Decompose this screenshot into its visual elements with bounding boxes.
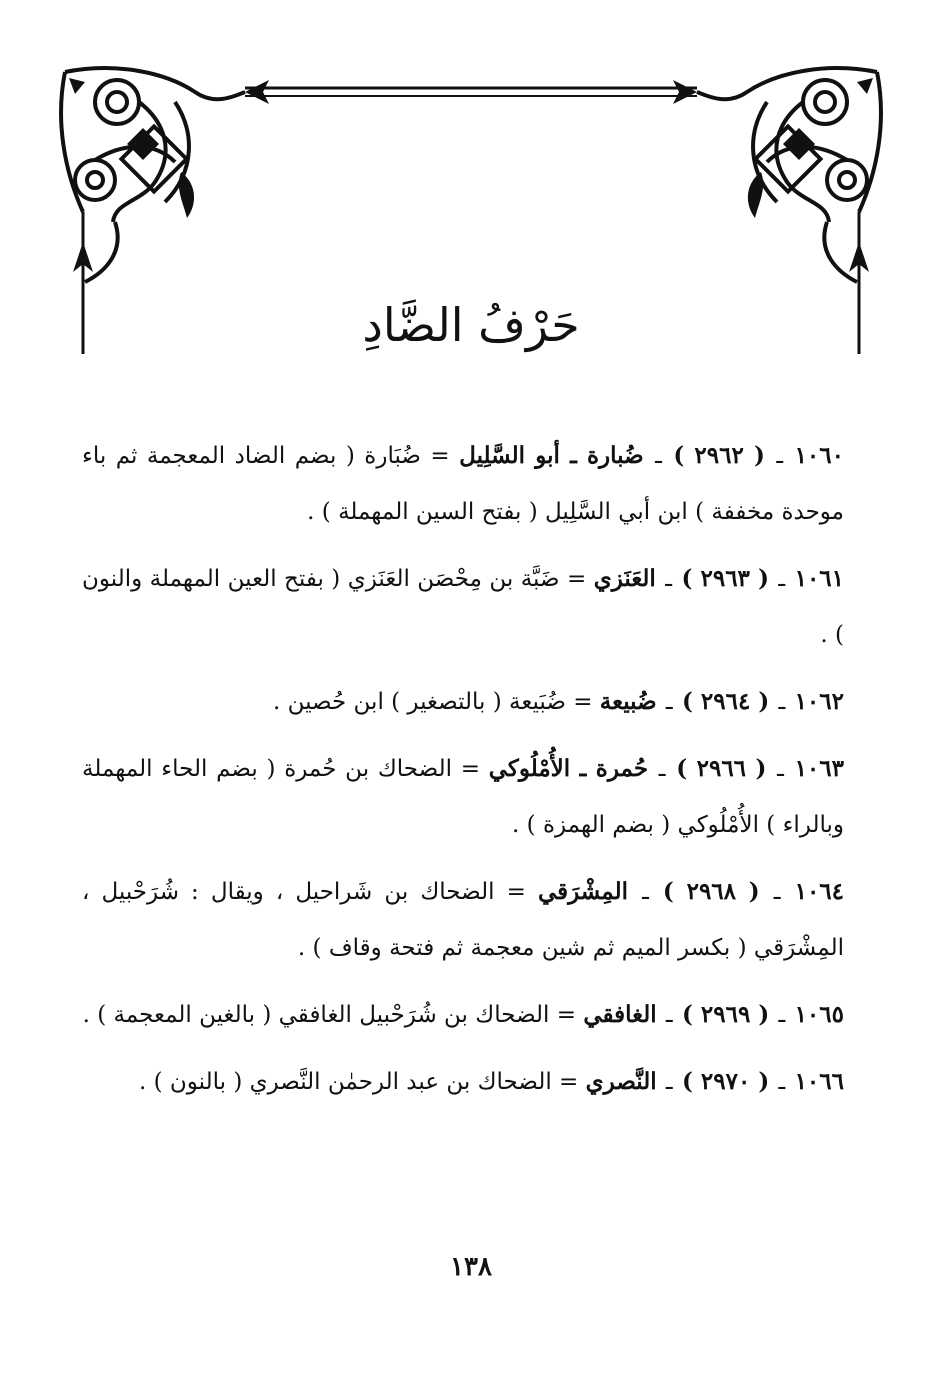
entry-text: = ضَبَّة بن مِحْصَن العَنَزي ( بفتح العين المهملة والنون ) . [82,566,844,648]
entry-number: ١٠٦٥ [794,1001,844,1028]
entry-text: = ضُبَارة ( بضم الضاد المعجمة ثم باء موحدة مخففة ) ابن أبي السَّلِيل ( بفتح السين المهملة ) . [82,443,844,525]
entry-reference: ( ٢٩٦٢ ) [673,442,765,469]
entry-text: = الضحاك بن شُرَحْبيل الغافقي ( بالغين المعجمة ) . [82,1002,576,1028]
entry-number: ١٠٦٤ [794,878,845,905]
entry-heading: العَنَزي [593,565,656,592]
entry-number: ١٠٦٦ [794,1068,844,1095]
list-item: ١٠٦٢ ـ ( ٢٩٦٤ ) ـ ضُبيعة = ضُبَيعة ( بالتصغير ) ابن حُصين . [272,688,844,715]
entry-reference: ( ٢٩٦٤ ) [682,688,770,715]
page-number: ١٣٨ [450,1252,492,1282]
entry-heading: المِشْرَقي [537,878,629,905]
entry-reference: ( ٢٩٧٠ ) [682,1068,770,1095]
entry-reference: ( ٢٩٦٦ ) [676,755,767,782]
list-item: ١٠٦١ ـ ( ٢٩٦٣ ) ـ العَنَزي = ضَبَّة بن مِحْصَن العَنَزي ( بفتح العين المهملة والنون ) . [82,565,845,648]
list-item: ١٠٦٣ ـ ( ٢٩٦٦ ) ـ حُمرة ـ الأُمْلُوكي = الضحاك بن حُمرة ( بضم الحاء المهملة وبالراء ) الأُمْلُوكي ( بضم الهمزة ) . [82,755,844,838]
entry-heading: حُمرة ـ الأُمْلُوكي [488,755,649,782]
entry-heading: ضُبارة ـ أبو السَّلِيل [459,442,644,469]
entry-text: = الضحاك بن عبد الرحمٰن النَّصري ( بالنون ) . [138,1069,579,1095]
entry-reference: ( ٢٩٦٩ ) [682,1001,770,1028]
entry-text: = ضُبَيعة ( بالتصغير ) ابن حُصين . [272,689,593,715]
entry-number: ١٠٦٣ [794,755,844,782]
chapter-title: حَرْفُ الضَّادِ [362,298,580,352]
list-item: ١٠٦٦ ـ ( ٢٩٧٠ ) ـ النَّصري = الضحاك بن عبد الرحمٰن النَّصري ( بالنون ) . [138,1068,844,1095]
entry-reference: ( ٢٩٦٨ ) [662,878,760,905]
entry-heading: الغافقي [583,1001,657,1028]
entry-heading: ضُبيعة [599,688,657,715]
entry-number: ١٠٦٠ [794,442,844,469]
list-item: ١٠٦٥ ـ ( ٢٩٦٩ ) ـ الغافقي = الضحاك بن شُرَحْبيل الغافقي ( بالغين المعجمة ) . [82,1001,844,1028]
entry-text: = الضحاك بن شَراحيل ، ويقال : شُرَحْبيل ، المِشْرَقي ( بكسر الميم ثم شين معجمة ثم فتحة وقاف ) . [82,879,844,961]
entry-reference: ( ٢٩٦٣ ) [681,565,769,592]
entries-list [82,428,844,1121]
entry-heading: النَّصري [585,1068,657,1095]
list-item: ١٠٦٤ ـ ( ٢٩٦٨ ) ـ المِشْرَقي = الضحاك بن شَراحيل ، ويقال : شُرَحْبيل ، المِشْرَقي ( بكسر الميم ثم شين معجمة ثم فتحة وقاف ) . [82,878,845,961]
list-item: ١٠٦٠ ـ ( ٢٩٦٢ ) ـ ضُبارة ـ أبو السَّلِيل = ضُبَارة ( بضم الضاد المعجمة ثم باء موحدة مخففة ) ابن أبي السَّلِيل ( بفتح السين المهملة ) . [82,442,844,525]
entry-number: ١٠٦١ [794,565,845,592]
entry-number: ١٠٦٢ [794,688,844,715]
entry-text: = الضحاك بن حُمرة ( بضم الحاء المهملة وبالراء ) الأُمْلُوكي ( بضم الهمزة ) . [82,756,844,838]
